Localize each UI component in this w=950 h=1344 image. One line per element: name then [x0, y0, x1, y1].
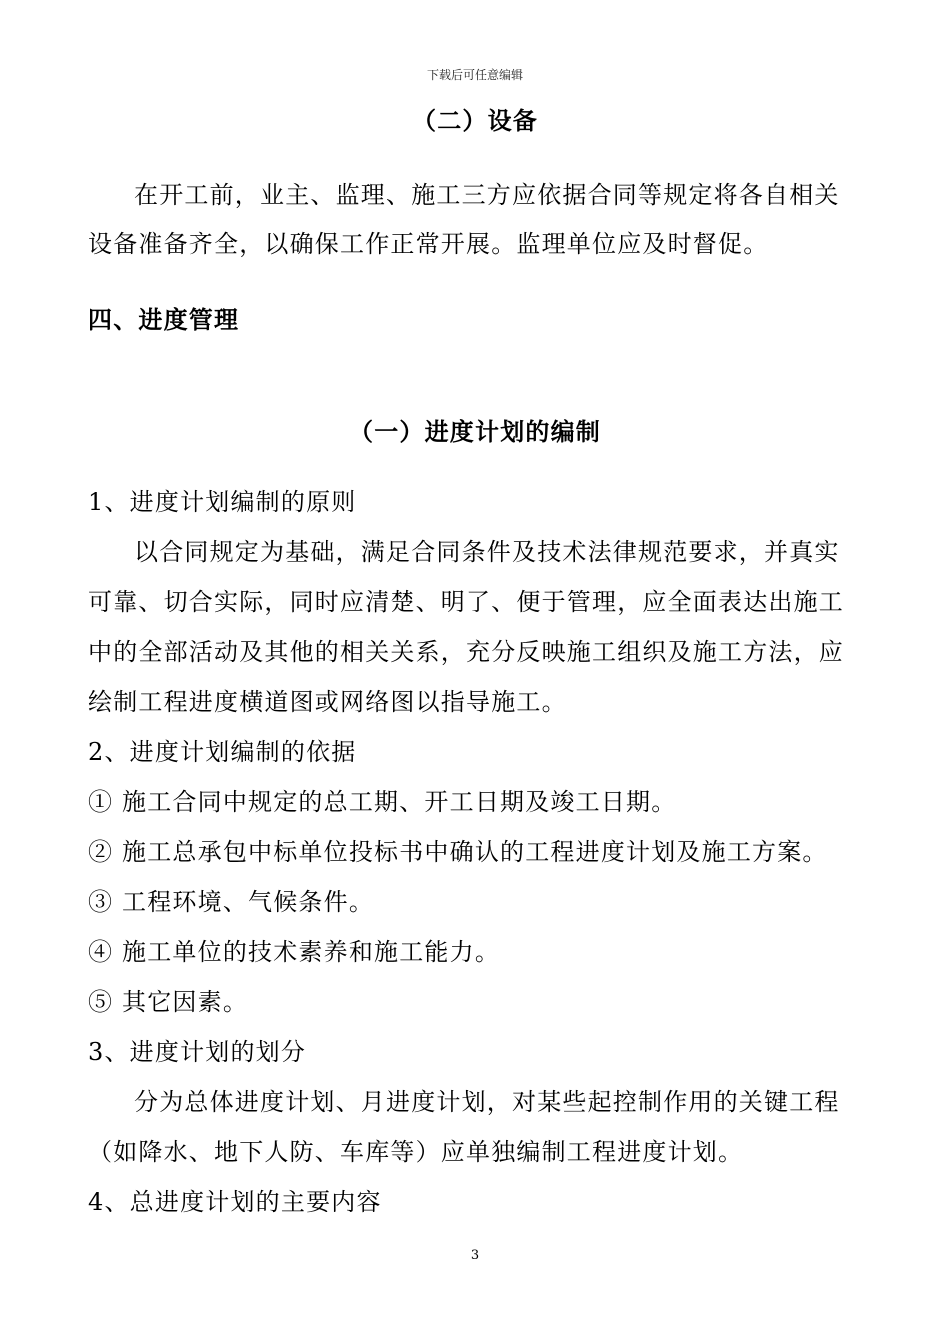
item-heading: 4、总进度计划的主要内容 [88, 1188, 382, 1216]
page-number: 3 [470, 1248, 480, 1263]
paragraph-line: 在开工前，业主、监理、施工三方应依据合同等规定将各自相关 [134, 181, 840, 209]
list-item: ④ 施工单位的技术素养和施工能力。 [88, 938, 501, 966]
item-heading: 2、进度计划编制的依据 [88, 738, 357, 766]
item-heading: 3、进度计划的划分 [88, 1038, 307, 1066]
chapter-title: 四、进度管理 [88, 306, 240, 334]
page-header: 下载后可任意编辑 [426, 68, 523, 82]
paragraph-line: 绘制工程进度横道图或网络图以指导施工。 [88, 688, 567, 716]
paragraph-line: （如降水、地下人防、车库等）应单独编制工程进度计划。 [88, 1138, 744, 1166]
section-title-equipment: （二）设备 [412, 107, 538, 135]
paragraph-line: 设备准备齐全，以确保工作正常开展。监理单位应及时督促。 [88, 230, 769, 258]
item-heading: 1、进度计划编制的原则 [88, 488, 357, 516]
paragraph-line: 分为总体进度计划、月进度计划，对某些起控制作用的关键工程 [134, 1088, 840, 1116]
list-item: ① 施工合同中规定的总工期、开工日期及竣工日期。 [88, 788, 677, 816]
list-item: ② 施工总承包中标单位投标书中确认的工程进度计划及施工方案。 [88, 838, 828, 866]
section-title-plan: （一）进度计划的编制 [349, 418, 601, 446]
list-item: ⑤ 其它因素。 [88, 988, 249, 1016]
paragraph-line: 中的全部活动及其他的相关关系，充分反映施工组织及施工方法，应 [88, 638, 844, 666]
list-item: ③ 工程环境、气候条件。 [88, 888, 375, 916]
paragraph-line: 以合同规定为基础，满足合同条件及技术法律规范要求，并真实 [134, 538, 840, 566]
paragraph-line: 可靠、切合实际，同时应清楚、明了、便于管理，应全面表达出施工 [88, 588, 844, 616]
